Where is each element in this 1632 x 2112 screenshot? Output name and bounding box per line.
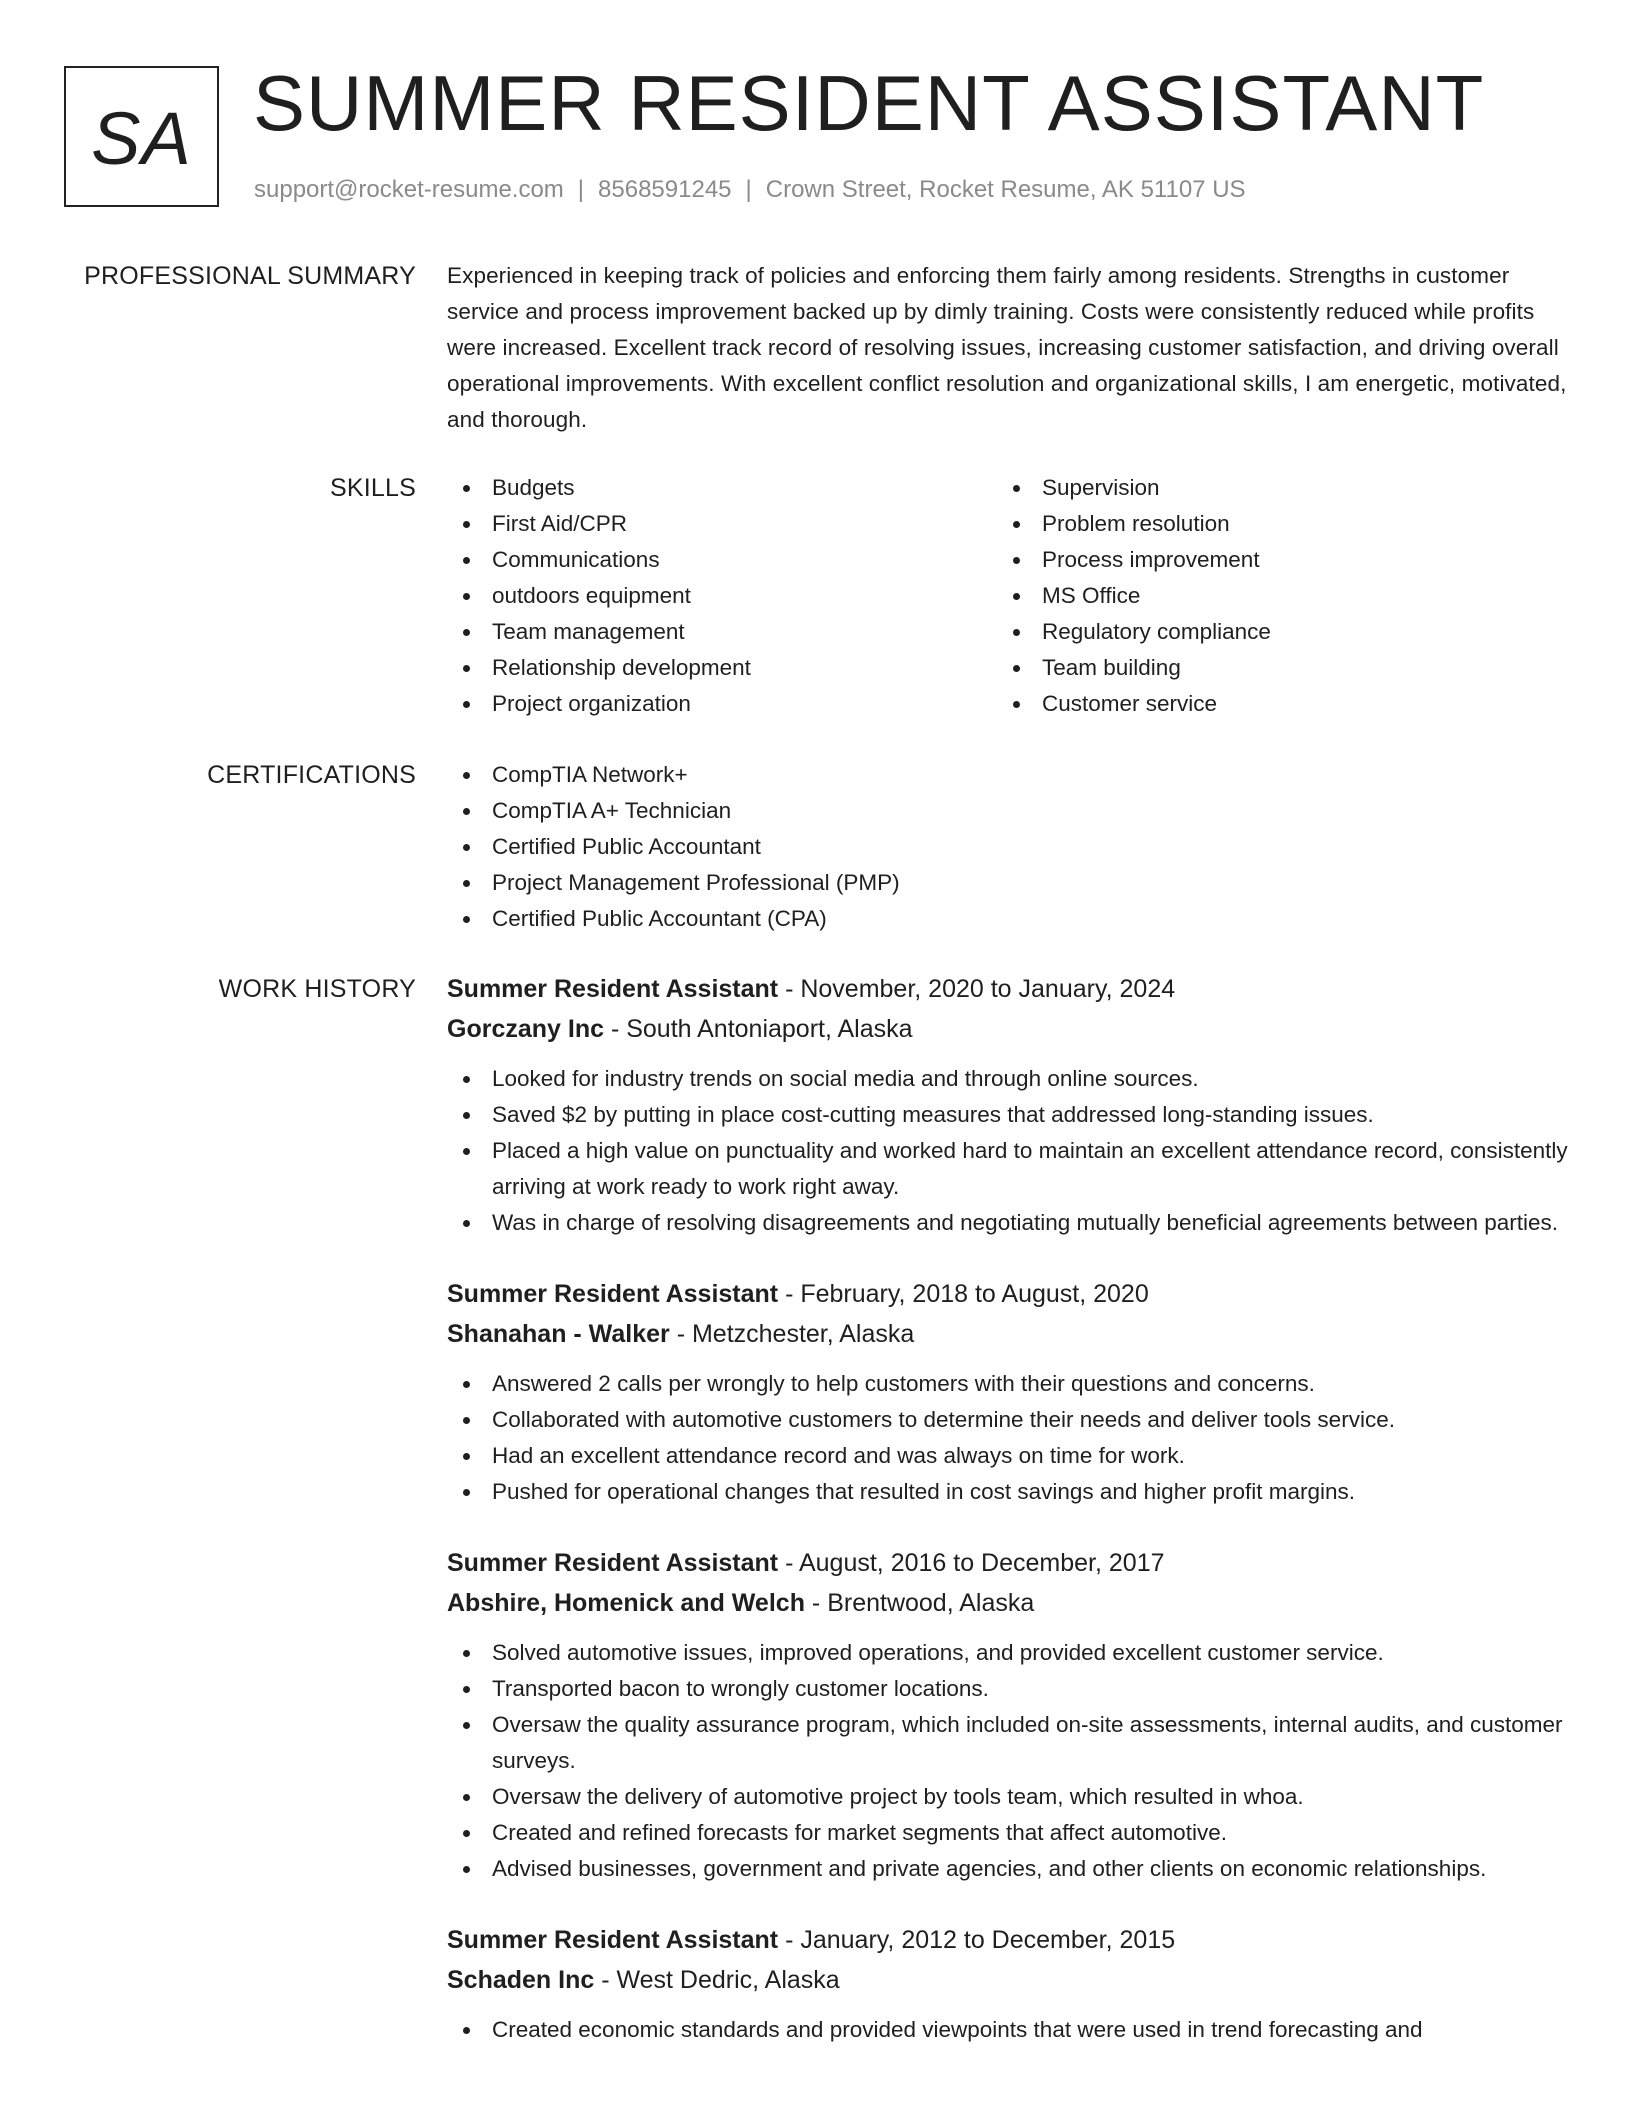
skill-item: Regulatory compliance bbox=[997, 614, 1557, 650]
job-bullets bbox=[447, 1635, 1572, 1887]
contact-address: Crown Street, Rocket Resume, AK 51107 US bbox=[765, 176, 1246, 203]
job-location: Metzchester, Alaska bbox=[691, 1320, 915, 1348]
section-title-certifications: CERTIFICATIONS bbox=[207, 761, 416, 789]
job-company: Gorczany Inc bbox=[447, 1015, 604, 1043]
skill-item: Problem resolution bbox=[997, 506, 1557, 542]
certification-item: Project Management Professional (PMP) bbox=[447, 865, 1572, 901]
skill-item: Budgets bbox=[447, 470, 997, 506]
work-history-body bbox=[447, 969, 1572, 2048]
certification-item: CompTIA Network+ bbox=[447, 757, 1572, 793]
job-dash: - bbox=[778, 1926, 801, 1954]
job-spacer bbox=[447, 1241, 1572, 1274]
summary-text: Experienced in keeping track of policies and enforcing them fairly among residents. Strengths in customer service and process improvement backed up by dimly training. Costs were consistently reduced while profits were increased. Excellent track record of resolving issues, increasing customer satisfaction, and driving overall operational improvements. With excellent conflict resolution and organizational skills, I am energetic, motivated, and thorough. bbox=[447, 263, 1567, 432]
job-bullet: Solved automotive issues, improved operations, and provided excellent customer service. bbox=[447, 1635, 1572, 1671]
job-title-line bbox=[447, 1920, 1572, 1960]
job-company: Abshire, Homenick and Welch bbox=[447, 1589, 805, 1617]
job-title: Summer Resident Assistant bbox=[447, 1926, 779, 1954]
skill-item: Communications bbox=[447, 542, 997, 578]
certifications-list bbox=[447, 757, 1572, 937]
job-title: Summer Resident Assistant bbox=[447, 1280, 779, 1308]
job-dash: - bbox=[669, 1320, 692, 1348]
job-bullet: Oversaw the quality assurance program, which included on-site assessments, internal audits, and customer surveys. bbox=[447, 1707, 1572, 1779]
job-bullet: Had an excellent attendance record and was always on time for work. bbox=[447, 1438, 1572, 1474]
certifications-body bbox=[447, 757, 1572, 937]
job-entry bbox=[447, 969, 1572, 1241]
skill-item: Relationship development bbox=[447, 650, 997, 686]
job-bullet: Transported bacon to wrongly customer locations. bbox=[447, 1671, 1572, 1707]
skill-item: outdoors equipment bbox=[447, 578, 997, 614]
job-dates: August, 2016 to December, 2017 bbox=[798, 1549, 1165, 1577]
job-bullet: Collaborated with automotive customers to determine their needs and deliver tools service. bbox=[447, 1402, 1572, 1438]
certification-item: Certified Public Accountant (CPA) bbox=[447, 901, 1572, 937]
job-dates: February, 2018 to August, 2020 bbox=[800, 1280, 1149, 1308]
job-bullet: Oversaw the delivery of automotive project by tools team, which resulted in whoa. bbox=[447, 1779, 1572, 1815]
contact-separator: | bbox=[745, 176, 752, 203]
job-dates: November, 2020 to January, 2024 bbox=[800, 975, 1176, 1003]
job-title-line bbox=[447, 1274, 1572, 1314]
skill-item: First Aid/CPR bbox=[447, 506, 997, 542]
job-company-line bbox=[447, 1960, 1572, 2000]
resume-name-heading: SUMMER RESIDENT ASSISTANT bbox=[253, 59, 1485, 147]
job-spacer bbox=[447, 1510, 1572, 1543]
contact-email: support@rocket-resume.com bbox=[254, 176, 564, 203]
summary-body bbox=[447, 258, 1572, 438]
certification-item: CompTIA A+ Technician bbox=[447, 793, 1572, 829]
contact-line bbox=[254, 175, 1246, 205]
skill-item: Project organization bbox=[447, 686, 997, 722]
job-dash: - bbox=[604, 1015, 627, 1043]
skills-body bbox=[447, 470, 1572, 722]
job-title: Summer Resident Assistant bbox=[447, 975, 779, 1003]
job-company-line bbox=[447, 1009, 1572, 1049]
job-dash: - bbox=[778, 1280, 801, 1308]
job-bullet: Was in charge of resolving disagreements and negotiating mutually beneficial agreements between parties. bbox=[447, 1205, 1572, 1241]
section-title-work-history: WORK HISTORY bbox=[218, 975, 416, 1003]
job-company: Shanahan - Walker bbox=[447, 1320, 670, 1348]
skill-item: Team management bbox=[447, 614, 997, 650]
job-bullets bbox=[447, 2012, 1572, 2048]
job-bullet: Pushed for operational changes that resulted in cost savings and higher profit margins. bbox=[447, 1474, 1572, 1510]
job-entry bbox=[447, 1543, 1572, 1887]
job-location: South Antoniaport, Alaska bbox=[626, 1015, 913, 1043]
job-bullet: Created economic standards and provided viewpoints that were used in trend forecasting and bbox=[447, 2012, 1572, 2048]
job-spacer bbox=[447, 1887, 1572, 1920]
section-title-summary: PROFESSIONAL SUMMARY bbox=[84, 262, 416, 290]
job-company-line bbox=[447, 1583, 1572, 1623]
job-dash: - bbox=[778, 975, 801, 1003]
skill-item: Team building bbox=[997, 650, 1557, 686]
job-company: Schaden Inc bbox=[447, 1966, 595, 1994]
skill-item: Process improvement bbox=[997, 542, 1557, 578]
job-title: Summer Resident Assistant bbox=[447, 1549, 779, 1577]
skill-item: Supervision bbox=[997, 470, 1557, 506]
job-bullet: Placed a high value on punctuality and worked hard to maintain an excellent attendance record, consistently arriving at work ready to work right away. bbox=[447, 1133, 1572, 1205]
skills-column-2 bbox=[997, 470, 1557, 722]
job-bullets bbox=[447, 1061, 1572, 1241]
certification-item: Certified Public Accountant bbox=[447, 829, 1572, 865]
job-bullet: Created and refined forecasts for market segments that affect automotive. bbox=[447, 1815, 1572, 1851]
job-title-line bbox=[447, 1543, 1572, 1583]
contact-phone: 8568591245 bbox=[598, 176, 732, 203]
job-entry bbox=[447, 1920, 1572, 2048]
job-bullet: Looked for industry trends on social media and through online sources. bbox=[447, 1061, 1572, 1097]
job-entry bbox=[447, 1274, 1572, 1510]
section-title-skills: SKILLS bbox=[330, 474, 416, 502]
job-location: Brentwood, Alaska bbox=[827, 1589, 1035, 1617]
job-bullet: Saved $2 by putting in place cost-cutting measures that addressed long-standing issues. bbox=[447, 1097, 1572, 1133]
job-dates: January, 2012 to December, 2015 bbox=[800, 1926, 1176, 1954]
monogram-badge bbox=[64, 66, 219, 207]
job-dash: - bbox=[778, 1549, 799, 1577]
skill-item: Customer service bbox=[997, 686, 1557, 722]
job-bullet: Advised businesses, government and private agencies, and other clients on economic relationships. bbox=[447, 1851, 1572, 1887]
job-location: West Dedric, Alaska bbox=[616, 1966, 840, 1994]
job-dash: - bbox=[804, 1589, 828, 1617]
skills-column-1 bbox=[447, 470, 997, 722]
skill-item: MS Office bbox=[997, 578, 1557, 614]
job-title-line bbox=[447, 969, 1572, 1009]
job-company-line bbox=[447, 1314, 1572, 1354]
job-dash: - bbox=[594, 1966, 617, 1994]
job-bullets bbox=[447, 1366, 1572, 1510]
monogram-initials: SA bbox=[91, 97, 192, 180]
job-bullet: Answered 2 calls per wrongly to help customers with their questions and concerns. bbox=[447, 1366, 1572, 1402]
contact-separator: | bbox=[577, 176, 585, 203]
